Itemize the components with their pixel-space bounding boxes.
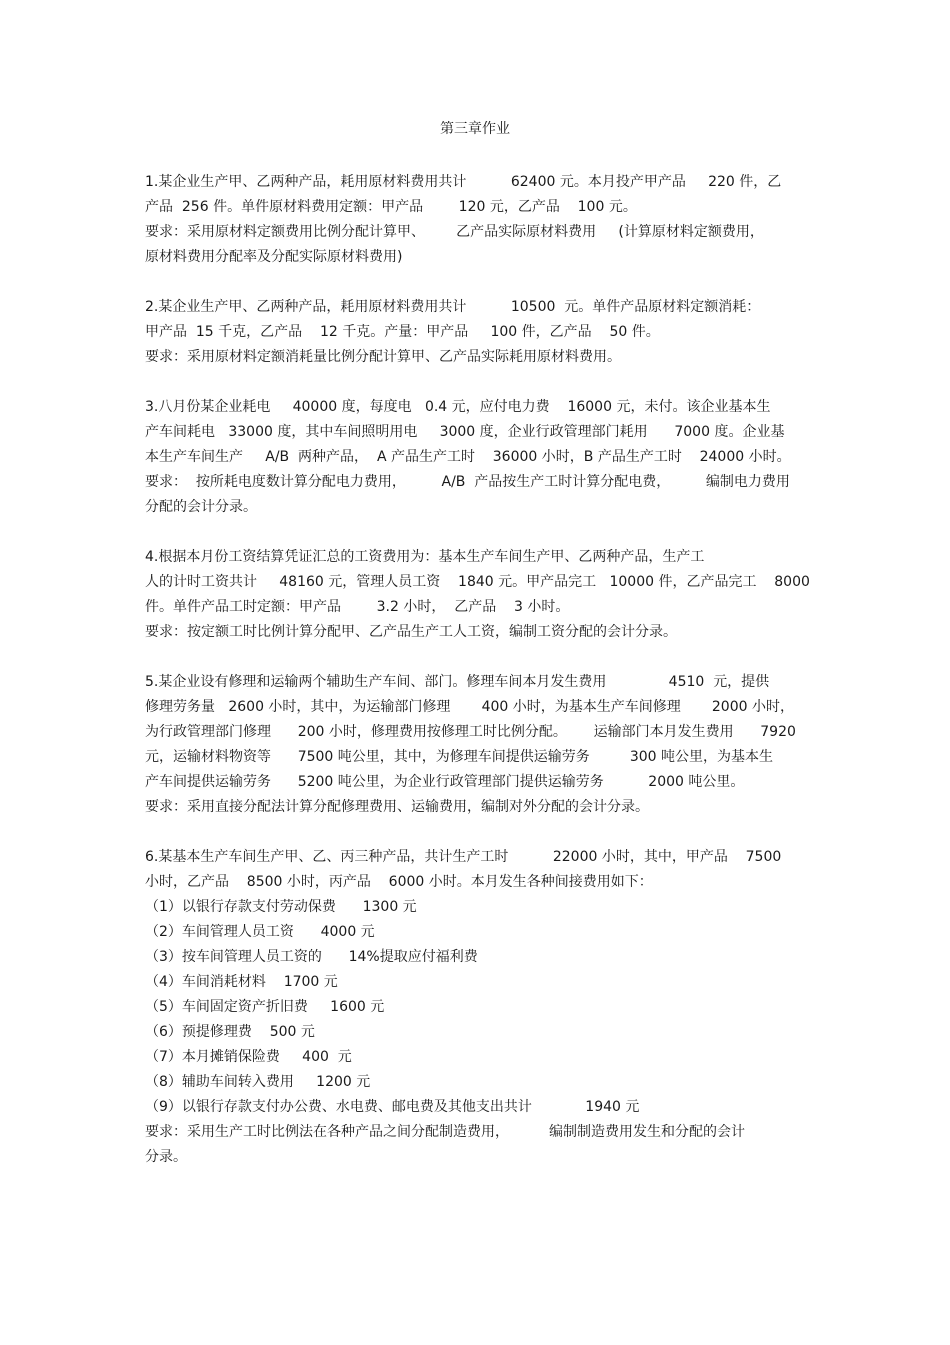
problem-1 [145,170,820,270]
text-line: 本生产车间生产 A/B 两种产品， A 产品生产工时 36000 小时，B 产品生产工时 24000 小时。 [145,449,791,465]
text-line: 要求：采用原材料定额消耗量比例分配计算甲、乙产品实际耗用原材料费用。 [145,349,621,365]
text-line: 原材料费用分配率及分配实际原材料费用) [145,249,403,265]
text-line: 为行政管理部门修理 200 小时，修理费用按修理工时比例分配。 运输部门本月发生费用 7920 [145,724,796,740]
paragraph-gap [145,270,820,295]
paragraph-gap [145,645,820,670]
paragraph-gap [145,370,820,395]
list-item: （3）按车间管理人员工资的 14%提取应付福利费 [145,949,478,965]
text-line: 分录。 [145,1149,187,1165]
text-line: 产车间提供运输劳务 5200 吨公里，为企业行政管理部门提供运输劳务 2000 吨公里。 [145,774,745,790]
text-line: 1.某企业生产甲、乙两种产品，耗用原材料费用共计 62400 元。本月投产甲产品 220 件，乙 [145,174,782,190]
paragraph-gap [145,820,820,845]
text-line: 要求：采用直接分配法计算分配修理费用、运输费用，编制对外分配的会计分录。 [145,799,649,815]
text-line: 产品 256 件。单件原材料费用定额：甲产品 120 元，乙产品 100 元。 [145,199,637,215]
text-line: 件。单件产品工时定额：甲产品 3.2 小时， 乙产品 3 小时。 [145,599,570,615]
text-line: 甲产品 15 千克，乙产品 12 千克。产量：甲产品 100 件，乙产品 50 件。 [145,324,660,340]
text-line: 要求：采用生产工时比例法在各种产品之间分配制造费用， 编制制造费用发生和分配的会计 [145,1124,746,1140]
text-line: 4.根据本月份工资结算凭证汇总的工资费用为：基本生产车间生产甲、乙两种产品，生产工 [145,549,705,565]
problem-2 [145,295,820,370]
text-line: 要求：按定额工时比例计算分配甲、乙产品生产工人工资，编制工资分配的会计分录。 [145,624,677,640]
page-title: 第三章作业 [440,121,510,137]
text-line: 6.某基本生产车间生产甲、乙、丙三种产品，共计生产工时 22000 小时，其中，甲产品 7500 [145,849,782,865]
text-line: 人的计时工资共计 48160 元，管理人员工资 1840 元。甲产品完工 10000 件，乙产品完工 8000 [145,574,810,590]
text-line: 5.某企业设有修理和运输两个辅助生产车间、部门。修理车间本月发生费用 4510 元，提供 [145,674,770,690]
list-item: （2）车间管理人员工资 4000 元 [145,924,375,940]
text-line: 小时，乙产品 8500 小时，丙产品 6000 小时。本月发生各种间接费用如下： [145,874,653,890]
text-line: 元，运输材料物资等 7500 吨公里，其中，为修理车间提供运输劳务 300 吨公里，为基本生 [145,749,774,765]
paragraph-gap [145,520,820,545]
text-line: 修理劳务量 2600 小时，其中，为运输部门修理 400 小时，为基本生产车间修理 2000 小时， [145,699,794,715]
text-line: 要求：采用原材料定额费用比例分配计算甲、 乙产品实际原材料费用 (计算原材料定额费用， [145,224,764,240]
list-item: （8）辅助车间转入费用 1200 元 [145,1074,371,1090]
problem-3 [145,395,820,520]
list-item: （4）车间消耗材料 1700 元 [145,974,338,990]
text-line: 产车间耗电 33000 度，其中车间照明用电 3000 度，企业行政管理部门耗用 7000 度。企业基 [145,424,785,440]
text-line: 要求： 按所耗电度数计算分配电力费用， A/B 产品按生产工时计算分配电费， 编制电力费用 [145,474,790,490]
problem-4 [145,545,820,645]
list-item: （6）预提修理费 500 元 [145,1024,315,1040]
list-item: （7）本月摊销保险费 400 元 [145,1049,352,1065]
problem-5 [145,670,820,820]
text-line: 2.某企业生产甲、乙两种产品，耗用原材料费用共计 10500 元。单件产品原材料定额消耗： [145,299,761,315]
text-line: 3.八月份某企业耗电 40000 度，每度电 0.4 元，应付电力费 16000 元，未付。该企业基本生 [145,399,771,415]
list-item: （1）以银行存款支付劳动保费 1300 元 [145,899,417,915]
list-item: （5）车间固定资产折旧费 1600 元 [145,999,385,1015]
document-body [145,170,820,1170]
text-line: 分配的会计分录。 [145,499,257,515]
problem-6 [145,845,820,1170]
list-item: （9）以银行存款支付办公费、水电费、邮电费及其他支出共计 1940 元 [145,1099,640,1115]
